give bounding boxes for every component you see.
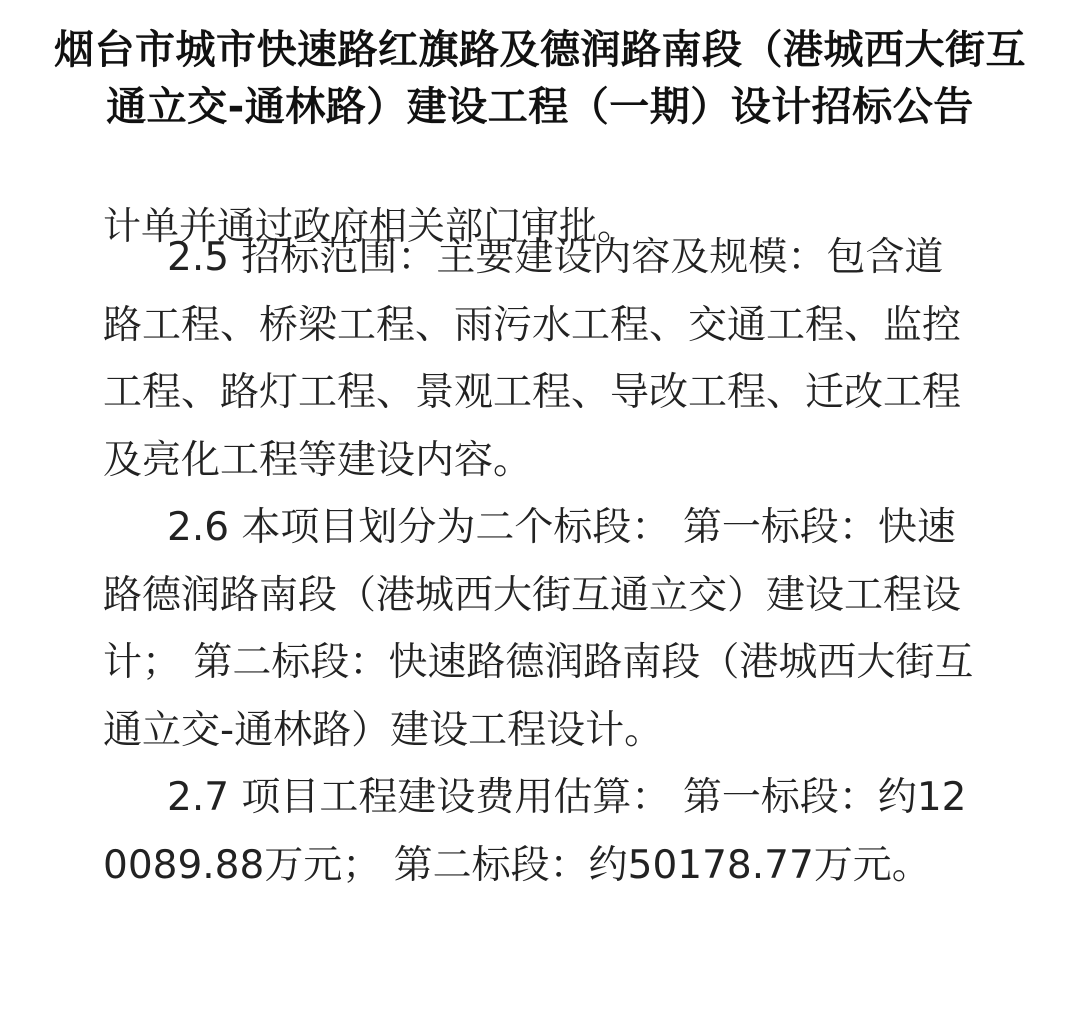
article-title: 烟台市城市快速路红旗路及德润路南段（港城西大街互通立交-通林路）建设工程（一期）设计招标公告	[54, 27, 1026, 130]
partially-hidden-text-line: 计单并通过政府相关部门审批。	[103, 204, 636, 248]
article-body[interactable]	[103, 180, 978, 899]
paragraph-cost-estimate: 2.7 项目工程建设费用估算： 第一标段：约120089.88万元； 第二标段：约50178.77万元。	[103, 775, 967, 888]
paragraph-bid-scope: 2.5 招标范围：主要建设内容及规模：包含道路工程、桥梁工程、雨污水工程、交通工程、监控工程、路灯工程、景观工程、导改工程、迁改工程及亮化工程等建设内容。	[103, 235, 962, 483]
article-header	[0, 0, 1080, 196]
paragraph-bid-sections: 2.6 本项目划分为二个标段： 第一标段：快速路德润路南段（港城西大街互通立交）建设工程设计； 第二标段：快速路德润路南段（港城西大街互通立交-通林路）建设工程设计。	[103, 505, 974, 753]
